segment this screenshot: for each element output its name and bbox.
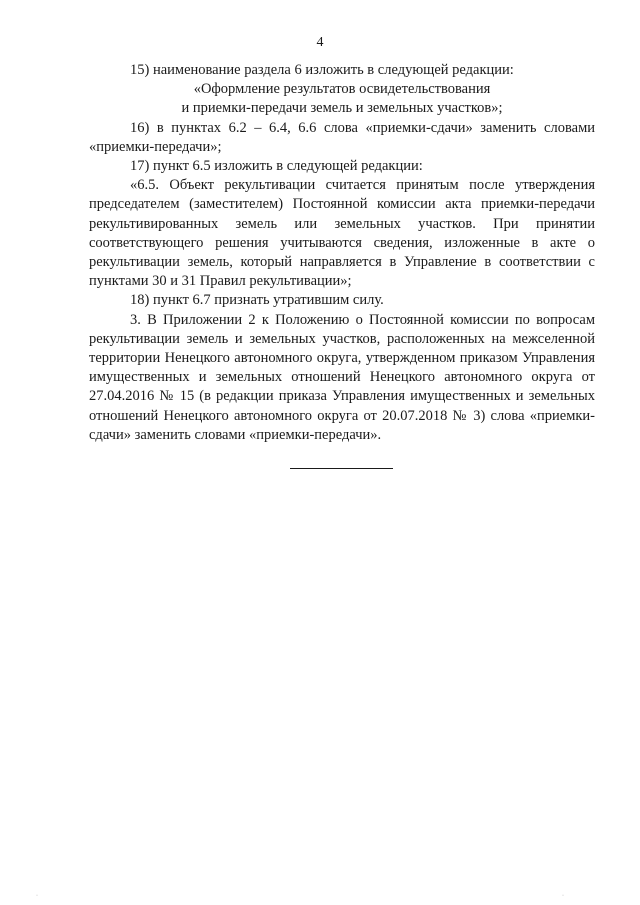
- document-body: [89, 61, 595, 445]
- section-title-line-2: и приемки-передачи земель и земельных участков»;: [181, 100, 503, 117]
- scan-edge-mark-left: ·: [36, 893, 38, 899]
- paragraph-15-intro: 15) наименование раздела 6 изложить в следующей редакции:: [130, 62, 514, 78]
- scan-edge-mark-right: ·: [562, 893, 564, 899]
- paragraph-17-intro: 17) пункт 6.5 изложить в следующей редакции:: [130, 158, 423, 175]
- section-title-line-1: «Оформление результатов освидетельствования: [193, 81, 491, 98]
- page-number: 4: [316, 35, 324, 50]
- paragraph-18: 18) пункт 6.7 признать утратившим силу.: [130, 292, 384, 309]
- paragraph-16: 16) в пунктах 6.2 – 6.4, 6.6 слова «приемки-сдачи» заменить словами «приемки-передачи»;: [89, 119, 595, 155]
- paragraph-17-text: «6.5. Объект рекультивации считается принятым после утверждения председателем (заместителем) Постоянной комиссии акта приемки-передачи рекультивированных земель или земельных участков. При принятии соответствующего решения учитываются сведения, изложенные в акте о рекультивации земель, который направляется в Управление в соответствии с пунктами 30 и 31 Правил рекультивации»;: [89, 177, 595, 290]
- paragraph-3: 3. В Приложении 2 к Положению о Постоянной комиссии по вопросам рекультивации земель и земельных участков, расположенных на межселенной территории Ненецкого автономного округа, утвержденном приказом Управления имущественных и земельных отношений Ненецкого автономного округа от 27.04.2016 № 15 (в редакции приказа Управления имущественных и земельных отношений Ненецкого автономного округа от 20.07.2018 № 3) слова «приемки-сдачи» заменить словами «приемки-передачи».: [89, 311, 595, 443]
- closing-divider-line: [290, 468, 393, 469]
